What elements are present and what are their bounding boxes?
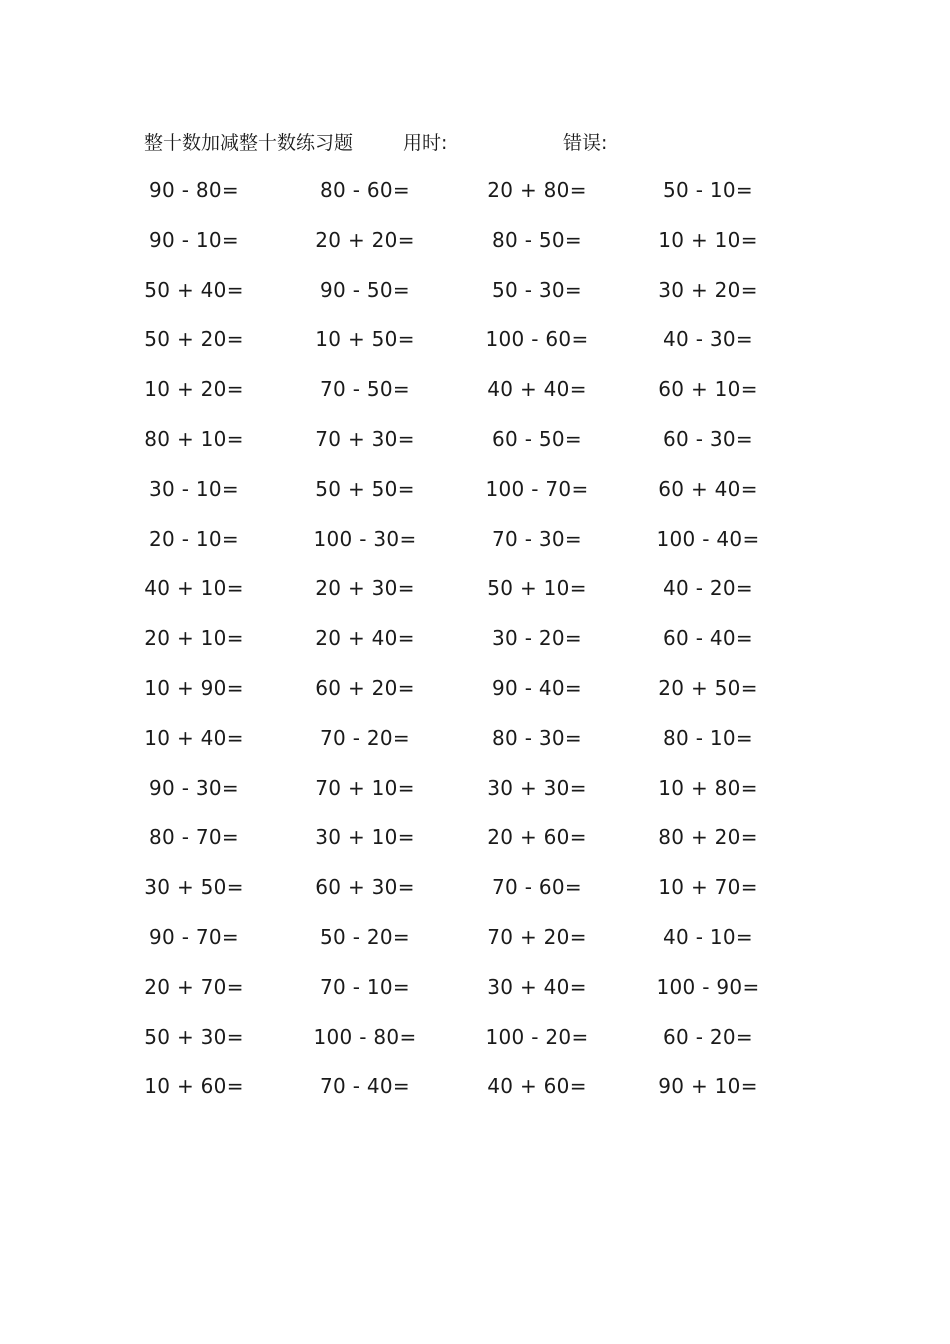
problem-row (120, 923, 800, 973)
arithmetic-problem: 90 - 30= (149, 775, 239, 800)
arithmetic-problem: 20 + 60= (487, 825, 587, 850)
arithmetic-problem: 80 + 20= (658, 825, 758, 850)
arithmetic-problem: 20 + 10= (144, 626, 244, 651)
arithmetic-problem: 60 - 20= (663, 1024, 753, 1049)
arithmetic-problem: 70 - 10= (320, 974, 410, 999)
arithmetic-problem: 90 - 10= (149, 227, 239, 252)
problem-row (120, 375, 800, 425)
arithmetic-problem: 100 - 60= (485, 327, 589, 352)
problem-row (120, 774, 800, 824)
problem-row (120, 176, 800, 226)
arithmetic-problem: 20 + 30= (315, 576, 415, 601)
arithmetic-problem: 70 - 40= (320, 1074, 410, 1099)
problem-row (120, 226, 800, 276)
arithmetic-problem: 50 + 40= (144, 277, 244, 302)
arithmetic-problem: 20 + 80= (487, 178, 587, 202)
arithmetic-problem: 70 + 10= (315, 775, 415, 800)
error-count-label: 错误: (563, 132, 608, 154)
arithmetic-problem: 80 - 50= (492, 227, 582, 252)
arithmetic-problem: 100 - 30= (313, 526, 417, 551)
problem-row (120, 1072, 800, 1122)
arithmetic-problem: 60 + 40= (658, 476, 758, 501)
arithmetic-problem: 20 + 50= (658, 675, 758, 700)
problem-row (120, 724, 800, 774)
problem-row (120, 973, 800, 1023)
arithmetic-problem: 40 + 40= (487, 377, 587, 402)
arithmetic-problem: 40 - 30= (663, 327, 753, 352)
arithmetic-problem: 90 - 50= (320, 277, 410, 302)
arithmetic-problem: 40 - 10= (663, 924, 753, 949)
arithmetic-problem: 60 + 30= (315, 875, 415, 900)
problem-row (120, 475, 800, 525)
problem-row (120, 873, 800, 923)
arithmetic-problem: 50 + 20= (144, 327, 244, 352)
arithmetic-problem: 60 - 30= (663, 426, 753, 451)
arithmetic-problem: 80 - 30= (492, 725, 582, 750)
arithmetic-problem: 30 + 40= (487, 974, 587, 999)
arithmetic-problem: 70 - 60= (492, 875, 582, 900)
arithmetic-problem: 40 + 60= (487, 1074, 587, 1099)
arithmetic-problem: 50 + 10= (487, 576, 587, 601)
arithmetic-problem: 100 - 20= (485, 1024, 589, 1049)
arithmetic-problem: 10 + 60= (144, 1074, 244, 1099)
arithmetic-problem: 60 + 20= (315, 675, 415, 700)
arithmetic-problem: 100 - 90= (656, 974, 760, 999)
arithmetic-problem: 90 - 40= (492, 675, 582, 700)
arithmetic-problem: 100 - 80= (313, 1024, 417, 1049)
arithmetic-problem: 30 + 10= (315, 825, 415, 850)
arithmetic-problem: 80 - 70= (149, 825, 239, 850)
arithmetic-problem: 20 + 70= (144, 974, 244, 999)
arithmetic-problem: 30 + 20= (658, 277, 758, 302)
arithmetic-problem: 10 + 70= (658, 875, 758, 900)
arithmetic-problem: 80 + 10= (144, 426, 244, 451)
arithmetic-problem: 70 - 30= (492, 526, 582, 551)
problem-grid (120, 176, 800, 1122)
arithmetic-problem: 30 - 10= (149, 476, 239, 501)
arithmetic-problem: 50 + 30= (144, 1024, 244, 1049)
arithmetic-problem: 70 - 50= (320, 377, 410, 402)
problem-row (120, 574, 800, 624)
arithmetic-problem: 50 + 50= (315, 476, 415, 501)
arithmetic-problem: 80 - 60= (320, 178, 410, 202)
arithmetic-problem: 30 + 30= (487, 775, 587, 800)
arithmetic-problem: 20 - 10= (149, 526, 239, 551)
arithmetic-problem: 10 + 90= (144, 675, 244, 700)
worksheet-title: 整十数加减整十数练习题 (144, 132, 354, 154)
problem-row (120, 525, 800, 575)
problem-row (120, 823, 800, 873)
arithmetic-problem: 70 - 20= (320, 725, 410, 750)
arithmetic-problem: 10 + 80= (658, 775, 758, 800)
arithmetic-problem: 10 + 50= (315, 327, 415, 352)
problem-row (120, 276, 800, 326)
arithmetic-problem: 70 + 20= (487, 924, 587, 949)
arithmetic-problem: 10 + 40= (144, 725, 244, 750)
arithmetic-problem: 50 - 20= (320, 924, 410, 949)
arithmetic-problem: 10 + 20= (144, 377, 244, 402)
arithmetic-problem: 30 - 20= (492, 626, 582, 651)
arithmetic-problem: 90 - 70= (149, 924, 239, 949)
arithmetic-problem: 100 - 40= (656, 526, 760, 551)
arithmetic-problem: 50 - 10= (663, 178, 753, 202)
time-used-label: 用时: (403, 132, 448, 154)
arithmetic-problem: 60 - 40= (663, 626, 753, 651)
arithmetic-problem: 40 + 10= (144, 576, 244, 601)
arithmetic-problem: 40 - 20= (663, 576, 753, 601)
arithmetic-problem: 20 + 20= (315, 227, 415, 252)
arithmetic-problem: 10 + 10= (658, 227, 758, 252)
problem-row (120, 325, 800, 375)
problem-row (120, 674, 800, 724)
arithmetic-problem: 80 - 10= (663, 725, 753, 750)
problem-row (120, 425, 800, 475)
arithmetic-problem: 30 + 50= (144, 875, 244, 900)
arithmetic-problem: 90 + 10= (658, 1074, 758, 1099)
arithmetic-problem: 20 + 40= (315, 626, 415, 651)
arithmetic-problem: 60 - 50= (492, 426, 582, 451)
arithmetic-problem: 50 - 30= (492, 277, 582, 302)
arithmetic-problem: 90 - 80= (149, 178, 239, 202)
arithmetic-problem: 60 + 10= (658, 377, 758, 402)
problem-row (120, 624, 800, 674)
arithmetic-problem: 100 - 70= (485, 476, 589, 501)
arithmetic-problem: 70 + 30= (315, 426, 415, 451)
problem-row (120, 1023, 800, 1073)
